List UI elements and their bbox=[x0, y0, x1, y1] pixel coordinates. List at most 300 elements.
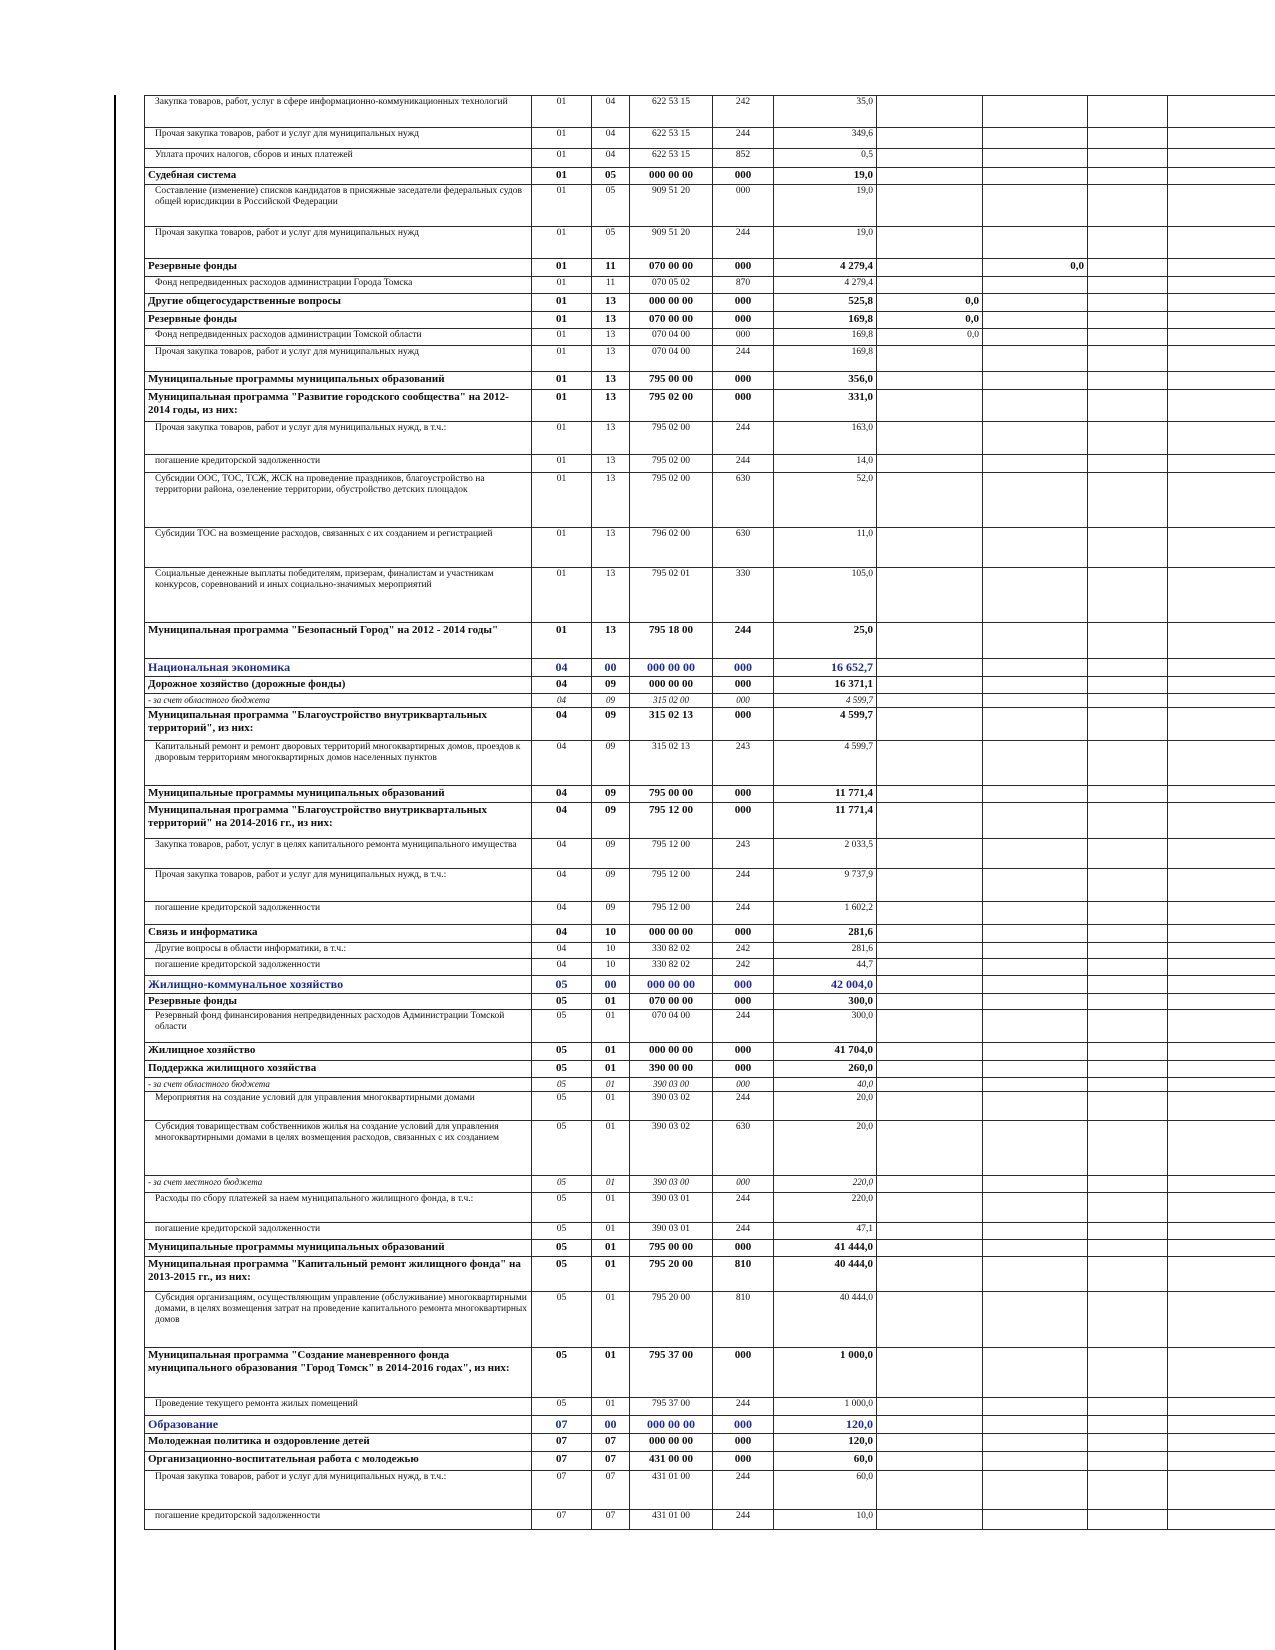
cell-e1 bbox=[1088, 943, 1168, 959]
table-row bbox=[145, 372, 1275, 390]
cell-name: Другие общегосударственные вопросы bbox=[145, 294, 532, 312]
cell-name: погашение кредиторской задолженности bbox=[145, 959, 532, 976]
cell-c2 bbox=[983, 677, 1088, 694]
cell-c1 bbox=[877, 422, 983, 455]
cell-csr: 390 03 00 bbox=[630, 1176, 713, 1193]
cell-e1 bbox=[1088, 455, 1168, 473]
cell-pr: 10 bbox=[592, 925, 630, 943]
cell-c1 bbox=[877, 372, 983, 390]
cell-vr: 000 bbox=[713, 708, 774, 741]
cell-csr: 390 03 01 bbox=[630, 1223, 713, 1240]
cell-rz: 04 bbox=[532, 925, 592, 943]
cell-sum: 14,0 bbox=[774, 455, 877, 473]
cell-vr: 243 bbox=[713, 741, 774, 786]
table-row bbox=[145, 943, 1275, 959]
cell-c2 bbox=[983, 1452, 1088, 1471]
cell-c2 bbox=[983, 959, 1088, 976]
cell-e2 bbox=[1168, 149, 1275, 168]
cell-name: Муниципальная программа "Благоустройство внутриквартальных территорий", из них: bbox=[145, 708, 532, 741]
cell-c1 bbox=[877, 1434, 983, 1452]
cell-c1 bbox=[877, 694, 983, 708]
cell-rz: 04 bbox=[532, 902, 592, 925]
cell-vr: 244 bbox=[713, 1398, 774, 1416]
cell-e1 bbox=[1088, 1348, 1168, 1398]
cell-vr: 000 bbox=[713, 1416, 774, 1434]
cell-sum: 10,0 bbox=[774, 1510, 877, 1530]
cell-pr: 01 bbox=[592, 1348, 630, 1398]
cell-name: погашение кредиторской задолженности bbox=[145, 455, 532, 473]
cell-c1 bbox=[877, 227, 983, 259]
cell-e1 bbox=[1088, 346, 1168, 372]
cell-csr: 070 00 00 bbox=[630, 259, 713, 277]
cell-e2 bbox=[1168, 128, 1275, 149]
cell-rz: 05 bbox=[532, 1193, 592, 1223]
cell-vr: 870 bbox=[713, 277, 774, 294]
cell-e1 bbox=[1088, 959, 1168, 976]
cell-vr: 000 bbox=[713, 168, 774, 185]
cell-csr: 070 04 00 bbox=[630, 329, 713, 346]
cell-e1 bbox=[1088, 473, 1168, 528]
cell-rz: 01 bbox=[532, 259, 592, 277]
cell-csr: 795 02 00 bbox=[630, 390, 713, 422]
cell-e1 bbox=[1088, 839, 1168, 869]
table-row bbox=[145, 312, 1275, 329]
cell-e2 bbox=[1168, 1176, 1275, 1193]
cell-sum: 169,8 bbox=[774, 329, 877, 346]
cell-csr: 070 04 00 bbox=[630, 346, 713, 372]
cell-vr: 000 bbox=[713, 1176, 774, 1193]
table-row bbox=[145, 659, 1275, 677]
cell-name: Прочая закупка товаров, работ и услуг для муниципальных нужд, в т.ч.: bbox=[145, 869, 532, 902]
cell-csr: 622 53 15 bbox=[630, 128, 713, 149]
cell-pr: 01 bbox=[592, 1176, 630, 1193]
cell-c2 bbox=[983, 372, 1088, 390]
cell-rz: 01 bbox=[532, 455, 592, 473]
cell-e1 bbox=[1088, 168, 1168, 185]
cell-name: Субсидия организациям, осуществляющим управление (обслуживание) многоквартирными домами, в целях возмещения затрат на проведение капитального ремонта многоквартирных домов bbox=[145, 1292, 532, 1348]
table-row bbox=[145, 623, 1275, 659]
cell-pr: 09 bbox=[592, 677, 630, 694]
cell-e1 bbox=[1088, 1510, 1168, 1530]
cell-c2 bbox=[983, 528, 1088, 568]
cell-vr: 244 bbox=[713, 128, 774, 149]
cell-sum: 120,0 bbox=[774, 1434, 877, 1452]
cell-sum: 11 771,4 bbox=[774, 786, 877, 803]
table-row bbox=[145, 168, 1275, 185]
cell-csr: 070 05 02 bbox=[630, 277, 713, 294]
cell-vr: 243 bbox=[713, 839, 774, 869]
cell-vr: 630 bbox=[713, 1121, 774, 1176]
cell-name: погашение кредиторской задолженности bbox=[145, 1223, 532, 1240]
cell-c1 bbox=[877, 1398, 983, 1416]
cell-e2 bbox=[1168, 96, 1275, 128]
cell-c1 bbox=[877, 1043, 983, 1061]
cell-sum: 4 599,7 bbox=[774, 741, 877, 786]
cell-rz: 01 bbox=[532, 312, 592, 329]
cell-c1 bbox=[877, 1292, 983, 1348]
table-row bbox=[145, 568, 1275, 623]
cell-vr: 242 bbox=[713, 96, 774, 128]
cell-vr: 000 bbox=[713, 329, 774, 346]
cell-sum: 40,0 bbox=[774, 1078, 877, 1092]
cell-e2 bbox=[1168, 294, 1275, 312]
cell-e2 bbox=[1168, 1398, 1275, 1416]
cell-e2 bbox=[1168, 925, 1275, 943]
cell-name: Закупка товаров, работ, услуг в целях капитального ремонта муниципального имущества bbox=[145, 839, 532, 869]
cell-name: погашение кредиторской задолженности bbox=[145, 902, 532, 925]
table-row bbox=[145, 1240, 1275, 1257]
cell-sum: 331,0 bbox=[774, 390, 877, 422]
cell-sum: 16 371,1 bbox=[774, 677, 877, 694]
cell-sum: 9 737,9 bbox=[774, 869, 877, 902]
cell-csr: 909 51 20 bbox=[630, 185, 713, 227]
cell-c1 bbox=[877, 149, 983, 168]
cell-e1 bbox=[1088, 277, 1168, 294]
table-row bbox=[145, 803, 1275, 839]
cell-c2 bbox=[983, 128, 1088, 149]
cell-e2 bbox=[1168, 708, 1275, 741]
cell-sum: 42 004,0 bbox=[774, 976, 877, 994]
cell-rz: 01 bbox=[532, 568, 592, 623]
cell-name: Молодежная политика и оздоровление детей bbox=[145, 1434, 532, 1452]
cell-c2 bbox=[983, 185, 1088, 227]
cell-pr: 09 bbox=[592, 708, 630, 741]
cell-vr: 000 bbox=[713, 786, 774, 803]
cell-c2 bbox=[983, 1434, 1088, 1452]
cell-e2 bbox=[1168, 943, 1275, 959]
table-row bbox=[145, 1471, 1275, 1510]
cell-rz: 01 bbox=[532, 227, 592, 259]
cell-e1 bbox=[1088, 659, 1168, 677]
cell-vr: 000 bbox=[713, 925, 774, 943]
cell-c2 bbox=[983, 1471, 1088, 1510]
cell-sum: 220,0 bbox=[774, 1193, 877, 1223]
cell-e1 bbox=[1088, 623, 1168, 659]
cell-vr: 000 bbox=[713, 659, 774, 677]
cell-name: Связь и информатика bbox=[145, 925, 532, 943]
cell-rz: 04 bbox=[532, 659, 592, 677]
cell-c1 bbox=[877, 1348, 983, 1398]
cell-e2 bbox=[1168, 390, 1275, 422]
cell-csr: 431 01 00 bbox=[630, 1471, 713, 1510]
cell-vr: 852 bbox=[713, 149, 774, 168]
cell-name: Субсидии ООС, ТОС, ТСЖ, ЖСК на проведение праздников, благоустройство на территории района, озеленение территории, обустройство детских площадок bbox=[145, 473, 532, 528]
cell-name: Организационно-воспитательная работа с молодежью bbox=[145, 1452, 532, 1471]
cell-c1 bbox=[877, 786, 983, 803]
table-row bbox=[145, 1078, 1275, 1092]
table-row bbox=[145, 277, 1275, 294]
table-row bbox=[145, 1193, 1275, 1223]
cell-pr: 13 bbox=[592, 623, 630, 659]
cell-e1 bbox=[1088, 312, 1168, 329]
cell-c1 bbox=[877, 1176, 983, 1193]
cell-e1 bbox=[1088, 694, 1168, 708]
cell-rz: 01 bbox=[532, 372, 592, 390]
cell-c2 bbox=[983, 803, 1088, 839]
cell-c1 bbox=[877, 346, 983, 372]
cell-vr: 810 bbox=[713, 1292, 774, 1348]
table-row bbox=[145, 1092, 1275, 1121]
cell-e1 bbox=[1088, 568, 1168, 623]
table-row bbox=[145, 925, 1275, 943]
cell-rz: 05 bbox=[532, 1061, 592, 1078]
cell-e1 bbox=[1088, 708, 1168, 741]
cell-e1 bbox=[1088, 1398, 1168, 1416]
cell-sum: 120,0 bbox=[774, 1416, 877, 1434]
table-row bbox=[145, 976, 1275, 994]
cell-e1 bbox=[1088, 1061, 1168, 1078]
cell-pr: 09 bbox=[592, 694, 630, 708]
cell-pr: 01 bbox=[592, 1223, 630, 1240]
cell-e1 bbox=[1088, 1193, 1168, 1223]
cell-c1 bbox=[877, 96, 983, 128]
cell-pr: 01 bbox=[592, 1121, 630, 1176]
cell-c2 bbox=[983, 925, 1088, 943]
cell-vr: 630 bbox=[713, 528, 774, 568]
cell-e1 bbox=[1088, 741, 1168, 786]
cell-e1 bbox=[1088, 869, 1168, 902]
cell-pr: 01 bbox=[592, 1292, 630, 1348]
cell-pr: 13 bbox=[592, 528, 630, 568]
cell-e1 bbox=[1088, 149, 1168, 168]
cell-c1 bbox=[877, 1510, 983, 1530]
cell-csr: 315 02 00 bbox=[630, 694, 713, 708]
table-row bbox=[145, 1452, 1275, 1471]
cell-csr: 390 03 02 bbox=[630, 1092, 713, 1121]
cell-sum: 4 599,7 bbox=[774, 708, 877, 741]
cell-pr: 05 bbox=[592, 227, 630, 259]
cell-c2 bbox=[983, 455, 1088, 473]
cell-sum: 25,0 bbox=[774, 623, 877, 659]
table-row bbox=[145, 1510, 1275, 1530]
cell-name: - за счет местного бюджета bbox=[145, 1176, 532, 1193]
cell-c1 bbox=[877, 869, 983, 902]
cell-e1 bbox=[1088, 677, 1168, 694]
cell-pr: 01 bbox=[592, 1193, 630, 1223]
cell-e2 bbox=[1168, 786, 1275, 803]
cell-e1 bbox=[1088, 294, 1168, 312]
cell-csr: 795 02 01 bbox=[630, 568, 713, 623]
cell-c2 bbox=[983, 976, 1088, 994]
cell-rz: 05 bbox=[532, 1092, 592, 1121]
cell-pr: 01 bbox=[592, 1398, 630, 1416]
table-row bbox=[145, 149, 1275, 168]
cell-e2 bbox=[1168, 227, 1275, 259]
cell-csr: 795 02 00 bbox=[630, 455, 713, 473]
cell-c2 bbox=[983, 277, 1088, 294]
cell-pr: 04 bbox=[592, 149, 630, 168]
cell-e1 bbox=[1088, 259, 1168, 277]
cell-sum: 4 599,7 bbox=[774, 694, 877, 708]
cell-vr: 244 bbox=[713, 227, 774, 259]
cell-e2 bbox=[1168, 1043, 1275, 1061]
cell-csr: 000 00 00 bbox=[630, 925, 713, 943]
cell-e1 bbox=[1088, 1452, 1168, 1471]
cell-e2 bbox=[1168, 259, 1275, 277]
cell-rz: 04 bbox=[532, 677, 592, 694]
cell-c1: 0,0 bbox=[877, 294, 983, 312]
cell-e1 bbox=[1088, 902, 1168, 925]
cell-csr: 795 12 00 bbox=[630, 839, 713, 869]
cell-c2 bbox=[983, 1398, 1088, 1416]
cell-c2 bbox=[983, 1292, 1088, 1348]
cell-c2 bbox=[983, 390, 1088, 422]
cell-sum: 11 771,4 bbox=[774, 803, 877, 839]
cell-rz: 05 bbox=[532, 1348, 592, 1398]
cell-name: Мероприятия на создание условий для управления многоквартирными домами bbox=[145, 1092, 532, 1121]
table-row bbox=[145, 1257, 1275, 1292]
table-row bbox=[145, 96, 1275, 128]
cell-vr: 244 bbox=[713, 422, 774, 455]
cell-csr: 796 02 00 bbox=[630, 528, 713, 568]
cell-rz: 01 bbox=[532, 96, 592, 128]
cell-csr: 622 53 15 bbox=[630, 96, 713, 128]
table-row bbox=[145, 994, 1275, 1010]
cell-sum: 47,1 bbox=[774, 1223, 877, 1240]
cell-name: Прочая закупка товаров, работ и услуг для муниципальных нужд bbox=[145, 227, 532, 259]
cell-e2 bbox=[1168, 1434, 1275, 1452]
cell-c1 bbox=[877, 1223, 983, 1240]
cell-e2 bbox=[1168, 1257, 1275, 1292]
cell-csr: 070 00 00 bbox=[630, 994, 713, 1010]
cell-vr: 244 bbox=[713, 1510, 774, 1530]
table-row bbox=[145, 1434, 1275, 1452]
cell-c1 bbox=[877, 959, 983, 976]
cell-csr: 000 00 00 bbox=[630, 1416, 713, 1434]
cell-c1 bbox=[877, 568, 983, 623]
cell-c1 bbox=[877, 1240, 983, 1257]
cell-pr: 05 bbox=[592, 168, 630, 185]
cell-pr: 11 bbox=[592, 259, 630, 277]
table-row bbox=[145, 259, 1275, 277]
cell-c2 bbox=[983, 1121, 1088, 1176]
cell-csr: 431 01 00 bbox=[630, 1510, 713, 1530]
cell-pr: 01 bbox=[592, 1043, 630, 1061]
cell-sum: 41 444,0 bbox=[774, 1240, 877, 1257]
cell-csr: 000 00 00 bbox=[630, 677, 713, 694]
cell-e2 bbox=[1168, 839, 1275, 869]
cell-name: Жилищное хозяйство bbox=[145, 1043, 532, 1061]
cell-name: Фонд непредвиденных расходов администрации Города Томска bbox=[145, 277, 532, 294]
cell-pr: 05 bbox=[592, 185, 630, 227]
cell-c1 bbox=[877, 677, 983, 694]
cell-pr: 01 bbox=[592, 994, 630, 1010]
cell-csr: 795 02 00 bbox=[630, 473, 713, 528]
cell-pr: 04 bbox=[592, 96, 630, 128]
cell-sum: 281,6 bbox=[774, 943, 877, 959]
cell-pr: 11 bbox=[592, 277, 630, 294]
cell-sum: 40 444,0 bbox=[774, 1257, 877, 1292]
table-row bbox=[145, 1416, 1275, 1434]
cell-e2 bbox=[1168, 1416, 1275, 1434]
cell-csr: 909 51 20 bbox=[630, 227, 713, 259]
cell-vr: 000 bbox=[713, 1061, 774, 1078]
cell-sum: 260,0 bbox=[774, 1061, 877, 1078]
cell-pr: 09 bbox=[592, 869, 630, 902]
cell-name: Муниципальные программы муниципальных образований bbox=[145, 1240, 532, 1257]
cell-vr: 244 bbox=[713, 1223, 774, 1240]
table-row bbox=[145, 869, 1275, 902]
cell-c1 bbox=[877, 659, 983, 677]
cell-c1 bbox=[877, 1452, 983, 1471]
cell-c1 bbox=[877, 168, 983, 185]
cell-c2 bbox=[983, 1348, 1088, 1398]
cell-name: Резервные фонды bbox=[145, 994, 532, 1010]
cell-rz: 04 bbox=[532, 708, 592, 741]
table-row bbox=[145, 473, 1275, 528]
cell-vr: 000 bbox=[713, 677, 774, 694]
cell-e2 bbox=[1168, 455, 1275, 473]
cell-pr: 01 bbox=[592, 1257, 630, 1292]
cell-csr: 795 12 00 bbox=[630, 869, 713, 902]
cell-c2 bbox=[983, 422, 1088, 455]
cell-rz: 05 bbox=[532, 994, 592, 1010]
cell-e2 bbox=[1168, 1471, 1275, 1510]
cell-c2 bbox=[983, 346, 1088, 372]
cell-sum: 1 000,0 bbox=[774, 1398, 877, 1416]
cell-c1 bbox=[877, 1092, 983, 1121]
cell-e2 bbox=[1168, 1092, 1275, 1121]
cell-c2 bbox=[983, 994, 1088, 1010]
cell-sum: 41 704,0 bbox=[774, 1043, 877, 1061]
cell-e1 bbox=[1088, 1434, 1168, 1452]
cell-pr: 00 bbox=[592, 659, 630, 677]
cell-c2 bbox=[983, 312, 1088, 329]
cell-csr: 315 02 13 bbox=[630, 708, 713, 741]
table-row bbox=[145, 677, 1275, 694]
cell-e1 bbox=[1088, 1176, 1168, 1193]
cell-e2 bbox=[1168, 659, 1275, 677]
cell-name: Резервный фонд финансирования непредвиденных расходов Администрации Томской области bbox=[145, 1010, 532, 1043]
table-row bbox=[145, 839, 1275, 869]
cell-rz: 01 bbox=[532, 277, 592, 294]
cell-csr: 000 00 00 bbox=[630, 659, 713, 677]
cell-e1 bbox=[1088, 976, 1168, 994]
cell-c1 bbox=[877, 994, 983, 1010]
cell-csr: 000 00 00 bbox=[630, 294, 713, 312]
cell-pr: 10 bbox=[592, 959, 630, 976]
cell-e2 bbox=[1168, 372, 1275, 390]
cell-pr: 01 bbox=[592, 1240, 630, 1257]
cell-e2 bbox=[1168, 473, 1275, 528]
table-row bbox=[145, 185, 1275, 227]
cell-csr: 390 00 00 bbox=[630, 1061, 713, 1078]
table-row bbox=[145, 329, 1275, 346]
cell-rz: 01 bbox=[532, 623, 592, 659]
budget-table bbox=[144, 95, 1275, 1530]
table-row bbox=[145, 390, 1275, 422]
cell-pr: 07 bbox=[592, 1471, 630, 1510]
cell-c2 bbox=[983, 1092, 1088, 1121]
cell-name: погашение кредиторской задолженности bbox=[145, 1510, 532, 1530]
cell-vr: 000 bbox=[713, 1452, 774, 1471]
cell-e2 bbox=[1168, 959, 1275, 976]
cell-name: Прочая закупка товаров, работ и услуг для муниципальных нужд bbox=[145, 128, 532, 149]
cell-rz: 05 bbox=[532, 976, 592, 994]
cell-csr: 622 53 15 bbox=[630, 149, 713, 168]
table-row bbox=[145, 959, 1275, 976]
cell-sum: 20,0 bbox=[774, 1092, 877, 1121]
cell-rz: 04 bbox=[532, 741, 592, 786]
cell-c2 bbox=[983, 902, 1088, 925]
cell-vr: 000 bbox=[713, 312, 774, 329]
cell-pr: 07 bbox=[592, 1510, 630, 1530]
cell-rz: 01 bbox=[532, 149, 592, 168]
cell-sum: 19,0 bbox=[774, 227, 877, 259]
cell-sum: 20,0 bbox=[774, 1121, 877, 1176]
cell-sum: 4 279,4 bbox=[774, 259, 877, 277]
cell-c2 bbox=[983, 329, 1088, 346]
